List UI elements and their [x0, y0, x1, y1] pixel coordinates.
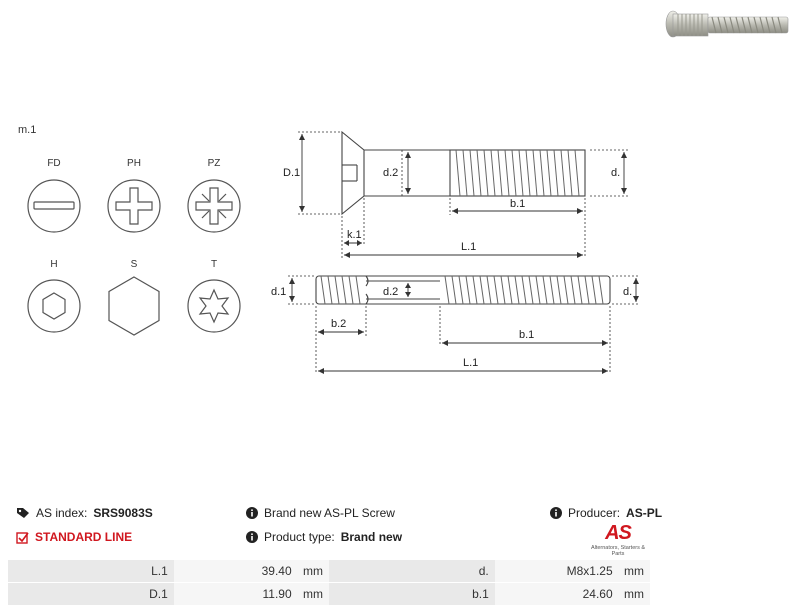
- spec-label: D.1: [8, 583, 174, 606]
- head-label-t: T: [210, 259, 218, 270]
- as-index: [16, 506, 153, 520]
- spec-value: 24.60 mm: [495, 583, 650, 606]
- info-icon: [246, 531, 258, 543]
- description-text: Brand new AS-PL Screw: [264, 506, 395, 520]
- dim-b2-bottom: b.2: [331, 318, 347, 330]
- dim-L1-bottom: L.1: [463, 357, 479, 369]
- producer: [550, 506, 662, 520]
- spec-label: b.1: [329, 583, 495, 606]
- dim-d-top: d.: [611, 167, 621, 179]
- dim-d-bottom: d.: [623, 286, 633, 298]
- dim-d2-bottom: d.2: [383, 286, 399, 298]
- dim-b1-bottom: b.1: [519, 329, 535, 341]
- product-type: [246, 530, 402, 544]
- dim-d1-bottom: d.1: [271, 286, 287, 298]
- as-index-label: AS index:: [36, 506, 88, 520]
- head-label-ph: PH: [127, 158, 141, 169]
- logo-text: AS: [605, 522, 631, 544]
- standard-line-label: STANDARD LINE: [35, 530, 133, 544]
- producer-value: AS-PL: [626, 506, 663, 520]
- producer-label: Producer:: [568, 506, 621, 520]
- info-icon: [246, 507, 258, 519]
- section-label: m.1: [18, 124, 37, 136]
- head-label-fd: FD: [47, 158, 61, 169]
- table-row: [8, 583, 650, 606]
- spec-value: 39.40 mm: [174, 560, 329, 583]
- tags-icon: [16, 507, 30, 519]
- head-label-pz: PZ: [207, 158, 221, 169]
- spec-value: M8x1.25 mm: [495, 560, 650, 583]
- spec-value: 11.90 mm: [174, 583, 329, 606]
- dim-d2-top: d.2: [383, 167, 399, 179]
- product-type-label: Product type:: [264, 530, 335, 544]
- logo-subtitle: Alternators, Starters & Parts: [590, 545, 646, 557]
- head-label-h: H: [50, 259, 58, 270]
- dim-D1-top: D.1: [283, 167, 301, 179]
- head-label-s: S: [130, 259, 138, 270]
- dim-L1-top: L.1: [461, 241, 477, 253]
- as-index-value: SRS9083S: [93, 506, 153, 520]
- dim-b1-top: b.1: [510, 198, 526, 210]
- info-icon: [550, 507, 562, 519]
- product-type-value: Brand new: [340, 530, 403, 544]
- spec-label: L.1: [8, 560, 174, 583]
- standard-line: [16, 530, 132, 544]
- as-pl-logo: [586, 522, 650, 557]
- table-row: [8, 560, 650, 583]
- description: [246, 506, 395, 520]
- dim-k1-top: k.1: [347, 229, 362, 241]
- spec-table: [8, 560, 650, 606]
- spec-label: d.: [329, 560, 495, 583]
- checkbox-icon: [16, 531, 29, 544]
